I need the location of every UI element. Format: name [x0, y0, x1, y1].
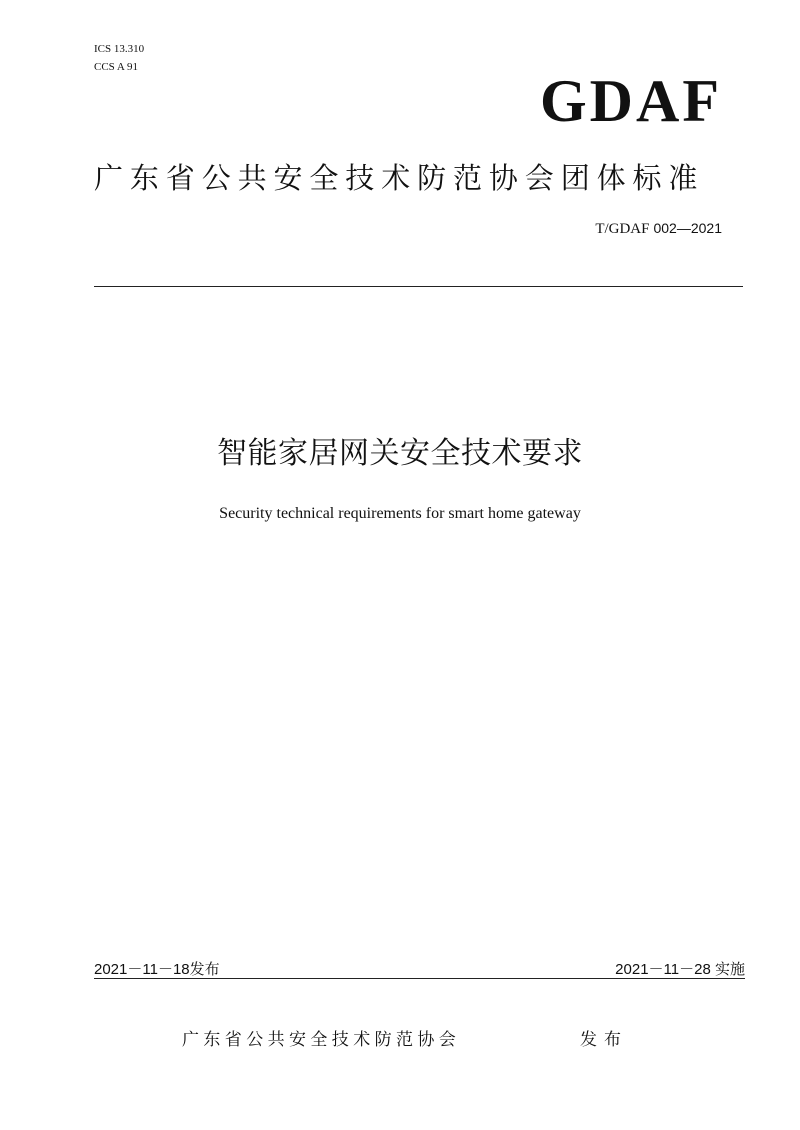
implementation-date-label: 实施 [714, 960, 745, 978]
issue-date-value: 2021－11－18 [94, 961, 190, 978]
ics-code: ICS 13.310 [94, 43, 145, 55]
dates-divider [94, 978, 745, 979]
gdaf-logo: GDAF [540, 68, 722, 134]
standard-number [595, 219, 722, 238]
standard-prefix: T/GDAF [595, 221, 650, 237]
publisher-name: 广东省公共安全技术防范协会 [182, 1030, 461, 1050]
issue-date-label: 发布 [189, 960, 220, 978]
organization-standard-title: 广东省公共安全技术防范协会团体标准 [94, 161, 705, 195]
ccs-code: CCS A 91 [94, 61, 139, 73]
document-title-chinese: 智能家居网关安全技术要求 [217, 436, 583, 471]
implementation-date-value: 2021－11－28 [615, 961, 711, 978]
standard-code: 002—2021 [653, 220, 722, 236]
publish-label: 发布 [580, 1030, 628, 1050]
header-divider [94, 286, 743, 287]
document-title-english: Security technical requirements for smart home gateway [219, 505, 581, 522]
